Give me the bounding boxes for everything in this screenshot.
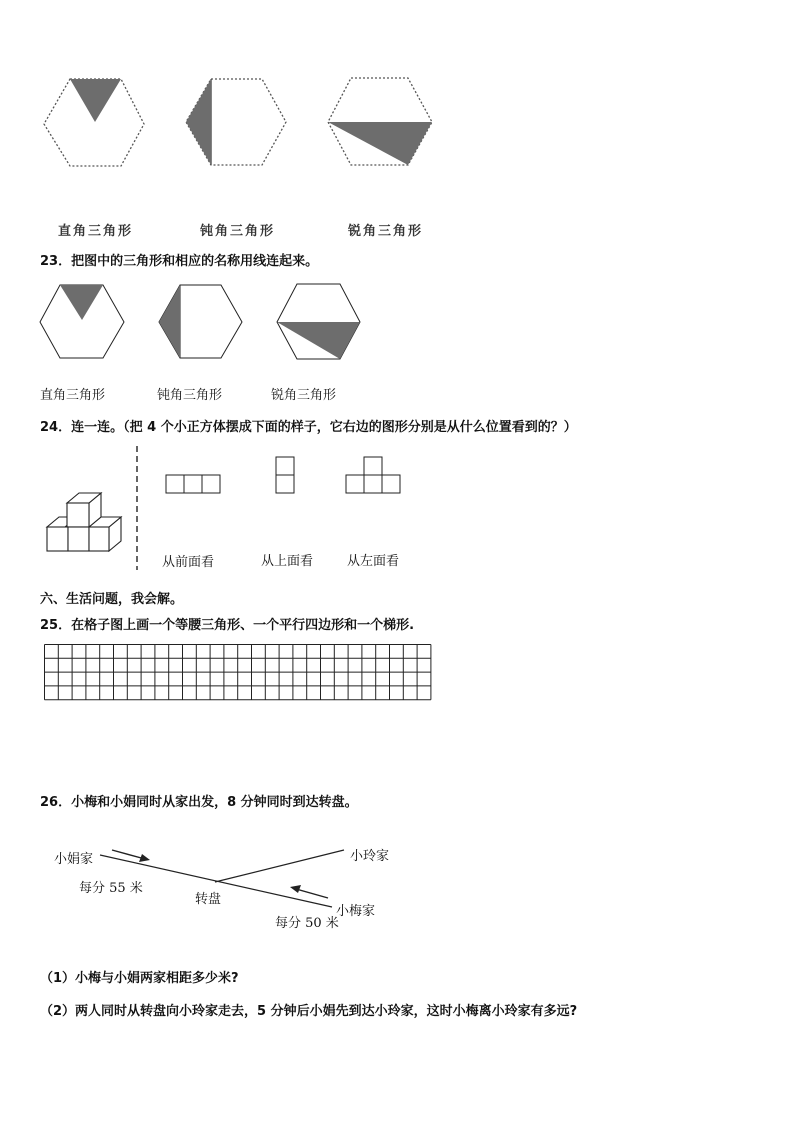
view-label-top: 从上面看 bbox=[261, 554, 314, 569]
q23-label-acute-triangle: 锐角三角形 bbox=[271, 388, 337, 403]
view-front-shape bbox=[166, 475, 220, 493]
top-label-right-triangle: 直角三角形 bbox=[58, 224, 134, 239]
arrow-mei bbox=[296, 889, 328, 898]
q23-hexagon-obtuse-triangle bbox=[159, 285, 242, 358]
label-xiaoling-home: 小玲家 bbox=[350, 849, 390, 864]
cube-stack bbox=[47, 493, 121, 551]
label-roundabout: 转盘 bbox=[195, 892, 222, 907]
label-xiaomei-home: 小梅家 bbox=[336, 904, 376, 919]
question-26: 26．小梅和小娟同时从家出发，8 分钟同时到达转盘。 bbox=[40, 795, 358, 810]
q26-subquestion-1: （1）小梅与小娟两家相距多少米? bbox=[40, 971, 239, 986]
top-label-acute-triangle: 锐角三角形 bbox=[348, 224, 424, 239]
question-23: 23．把图中的三角形和相应的名称用线连起来。 bbox=[40, 254, 319, 269]
question-24: 24．连一连。（把 4 个小正方体摆成下面的样子，它右边的图形分别是从什么位置看到的？） bbox=[40, 420, 577, 435]
q26-subquestion-2: （2）两人同时从转盘向小玲家走去，5 分钟后小娟先到达小玲家，这时小梅离小玲家有多远? bbox=[40, 1004, 578, 1019]
q23-hexagon-figures bbox=[0, 280, 794, 400]
label-speed-mei: 每分 50 米 bbox=[275, 916, 339, 931]
hexagon-acute-triangle bbox=[328, 78, 432, 165]
hexagon-obtuse-triangle bbox=[186, 79, 286, 165]
hexagon-right-triangle bbox=[44, 79, 144, 166]
question-25: 25．在格子图上画一个等腰三角形、一个平行四边形和一个梯形. bbox=[40, 618, 415, 633]
drawing-grid[interactable] bbox=[44, 644, 434, 710]
q23-hexagon-right-triangle bbox=[40, 285, 124, 358]
section-6-heading: 六、生活问题，我会解。 bbox=[40, 592, 184, 607]
top-hexagon-figures bbox=[0, 0, 794, 200]
label-xiaojuan-home: 小娟家 bbox=[54, 852, 94, 867]
view-top-shape bbox=[276, 457, 294, 493]
q23-label-obtuse-triangle: 钝角三角形 bbox=[157, 388, 223, 403]
label-speed-juan: 每分 55 米 bbox=[79, 881, 143, 896]
view-left-shape bbox=[346, 457, 400, 493]
arrow-juan bbox=[112, 850, 145, 859]
view-label-front: 从前面看 bbox=[162, 555, 215, 570]
q23-label-right-triangle: 直角三角形 bbox=[40, 388, 106, 403]
top-label-obtuse-triangle: 钝角三角形 bbox=[200, 224, 276, 239]
q23-hexagon-acute-triangle bbox=[277, 284, 360, 359]
view-label-left: 从左面看 bbox=[347, 554, 400, 569]
